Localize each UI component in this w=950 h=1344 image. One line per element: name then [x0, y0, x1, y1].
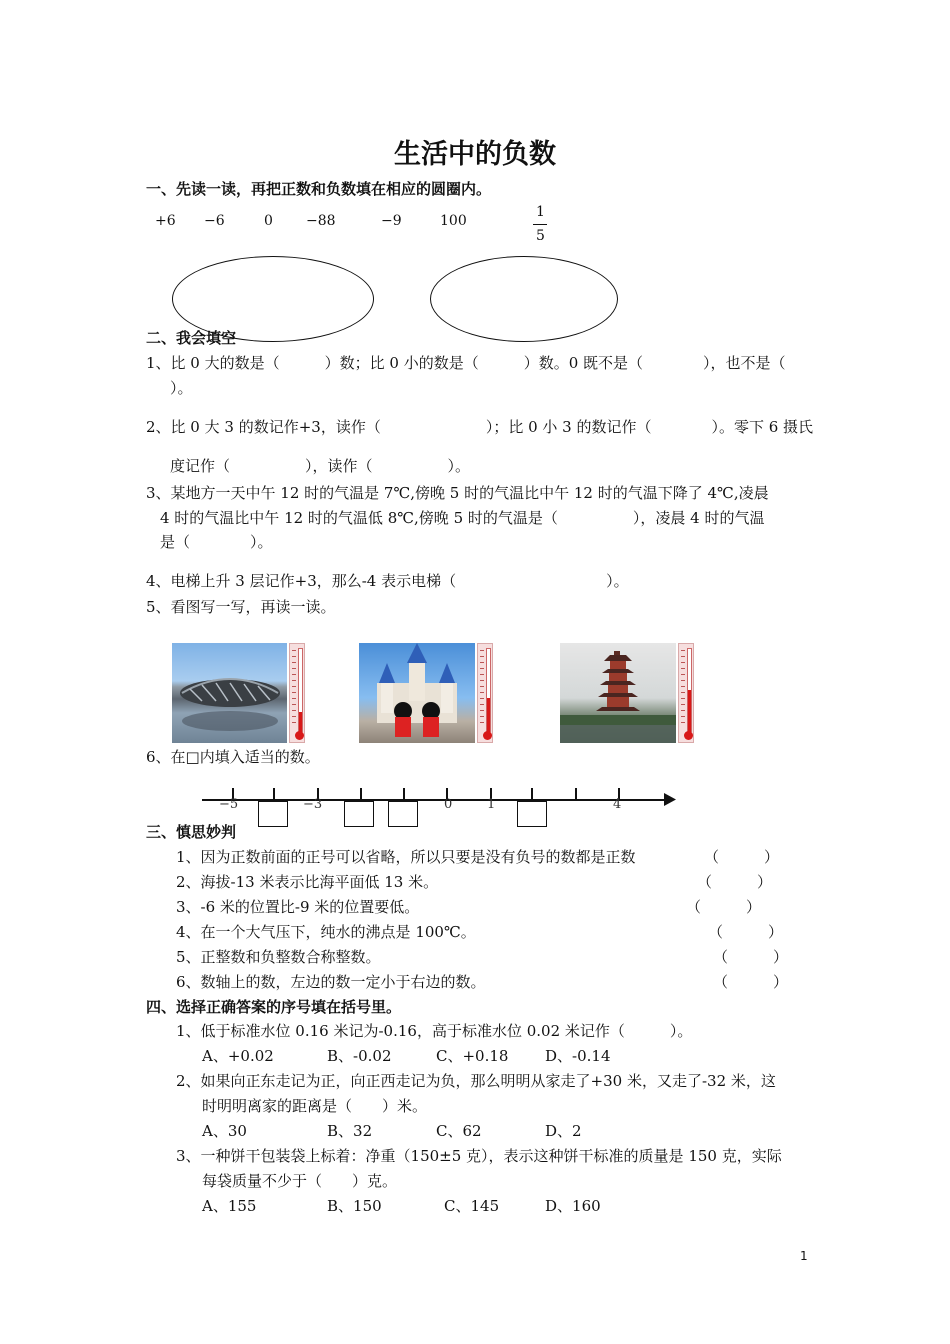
number-line-label-neg5: −5: [219, 797, 239, 812]
answer-box-3[interactable]: [388, 801, 418, 827]
tick: [575, 788, 577, 799]
choice-q1-option-d[interactable]: D、-0.14: [545, 1047, 611, 1065]
tick: [531, 788, 533, 799]
number-100: 100: [440, 213, 467, 229]
judge-paren-1[interactable]: （ ）: [704, 848, 780, 866]
number-line-label-neg3: −3: [303, 797, 323, 812]
judge-paren-5[interactable]: （ ）: [713, 948, 789, 966]
number-pos6: +6: [155, 213, 176, 229]
stadium-illustration: [172, 643, 287, 743]
pagoda-illustration: [560, 643, 676, 743]
section4-heading: 四、选择正确答案的序号填在括号里。: [146, 998, 402, 1016]
fraction-bar: [533, 224, 547, 225]
fraction-denominator: 5: [536, 228, 545, 244]
q2-2-line1: 2、比 0 大 3 的数记作+3，读作（ ）；比 0 小 3 的数记作（ ）。零下 6 摄氏: [146, 418, 814, 436]
q2-4: 4、电梯上升 3 层记作+3，那么-4 表示电梯（ ）。: [146, 572, 629, 590]
judge-item-5: 5、正整数和负整数合称整数。: [176, 948, 381, 966]
thermometer-1: [289, 643, 305, 743]
number-line-label-1: 1: [487, 797, 496, 812]
q2-3-line2: 4 时的气温比中午 12 时的气温低 8℃,傍晚 5 时的气温是（ ），凌晨 4 时的气温: [160, 509, 765, 527]
choice-q1-option-b[interactable]: B、-0.02: [327, 1047, 392, 1065]
pagoda-photo: [560, 643, 676, 743]
judge-item-2: 2、海拔-13 米表示比海平面低 13 米。: [176, 873, 439, 891]
q2-3-line1: 3、某地方一天中午 12 时的气温是 7℃,傍晚 5 时的气温比中午 12 时的气温下降了 4℃,凌晨: [146, 484, 769, 502]
choice-q1-option-c[interactable]: C、+0.18: [436, 1047, 509, 1065]
answer-box-2[interactable]: [344, 801, 374, 827]
choice-q2-line2: 时明明离家的距离是（ ）米。: [202, 1097, 428, 1115]
q2-2-line2: 度记作（ ），读作（ ）。: [170, 457, 471, 475]
choice-q2-option-b[interactable]: B、32: [327, 1122, 373, 1140]
page-title: 生活中的负数: [394, 139, 556, 170]
number-line-arrow-icon: [664, 793, 676, 806]
answer-box-4[interactable]: [517, 801, 547, 827]
thermometer-3: [678, 643, 694, 743]
choice-q3-option-a[interactable]: A、155: [202, 1197, 257, 1215]
judge-paren-3[interactable]: （ ）: [686, 898, 762, 916]
number-line-label-0: 0: [444, 797, 453, 812]
q2-3-line3: 是（ ）。: [160, 533, 273, 551]
thermometer-2: [477, 643, 493, 743]
fraction-numerator: 1: [536, 204, 545, 220]
number-line-label-4: 4: [613, 797, 622, 812]
section1-heading: 一、先读一读，再把正数和负数填在相应的圆圈内。: [146, 180, 492, 198]
q2-6: 6、在□内填入适当的数。: [146, 748, 320, 766]
judge-paren-2[interactable]: （ ）: [697, 873, 773, 891]
judge-paren-6[interactable]: （ ）: [713, 973, 789, 991]
choice-q3-option-b[interactable]: B、150: [327, 1197, 382, 1215]
section3-heading: 三、慎思妙判: [146, 823, 237, 841]
answer-box-1[interactable]: [258, 801, 288, 827]
choice-q3-line2: 每袋质量不少于（ ）克。: [202, 1172, 398, 1190]
choice-q1: 1、低于标准水位 0.16 米记为-0.16，高于标准水位 0.02 米记作（ ）。: [176, 1022, 693, 1040]
choice-q3-option-c[interactable]: C、145: [444, 1197, 500, 1215]
stadium-photo: [172, 643, 287, 743]
tick: [273, 788, 275, 799]
negative-number-circle[interactable]: [430, 256, 618, 342]
choice-q3-option-d[interactable]: D、160: [545, 1197, 601, 1215]
castle-illustration: [359, 643, 475, 743]
choice-q2-option-d[interactable]: D、2: [545, 1122, 582, 1140]
number-zero: 0: [264, 213, 273, 229]
q2-5: 5、看图写一写，再读一读。: [146, 598, 336, 616]
number-neg9: −9: [381, 213, 402, 229]
tick: [360, 788, 362, 799]
page-number: 1: [800, 1249, 808, 1263]
choice-q3-line1: 3、一种饼干包装袋上标着：净重（150±5 克），表示这种饼干标准的质量是 150 克，实际: [176, 1147, 782, 1165]
judge-item-1: 1、因为正数前面的正号可以省略，所以只要是没有负号的数都是正数: [176, 848, 636, 866]
q2-1-line1: 1、比 0 大的数是（ ）数；比 0 小的数是（ ）数。0 既不是（ ），也不是（: [146, 354, 786, 372]
q2-1-line2: ）。: [170, 379, 193, 397]
choice-q1-option-a[interactable]: A、+0.02: [202, 1047, 274, 1065]
choice-q2-option-a[interactable]: A、30: [202, 1122, 247, 1140]
number-neg6: −6: [204, 213, 225, 229]
choice-q2-option-c[interactable]: C、62: [436, 1122, 482, 1140]
castle-photo: [359, 643, 475, 743]
judge-item-3: 3、-6 米的位置比-9 米的位置要低。: [176, 898, 420, 916]
tick: [403, 788, 405, 799]
judge-paren-4[interactable]: （ ）: [708, 923, 784, 941]
judge-item-4: 4、在一个大气压下，纯水的沸点是 100℃。: [176, 923, 476, 941]
choice-q2-line1: 2、如果向正东走记为正，向正西走记为负，那么明明从家走了+30 米，又走了-32 米，这: [176, 1072, 776, 1090]
judge-item-6: 6、数轴上的数，左边的数一定小于右边的数。: [176, 973, 486, 991]
section2-heading: 二、我会填空: [146, 329, 237, 347]
number-neg88: −88: [306, 213, 336, 229]
